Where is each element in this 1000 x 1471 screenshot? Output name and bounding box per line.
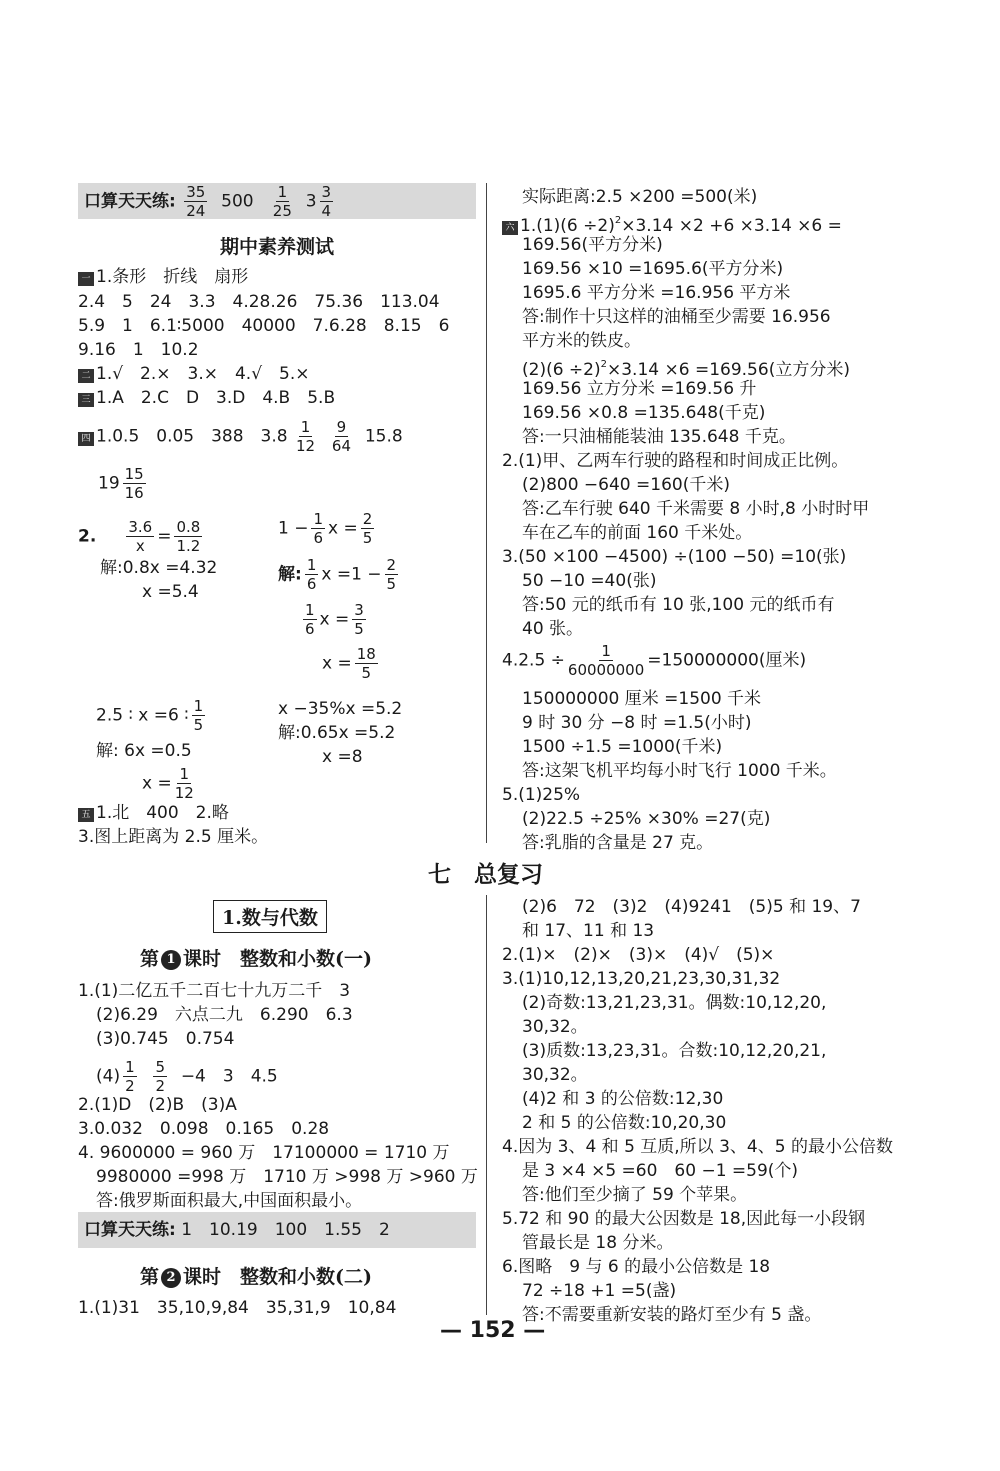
answer-line: 1.(1)二亿五千二百七十九万二千 3 — [78, 981, 351, 1001]
answer-line: 2.(1)× (2)× (3)× (4)√ (5)× — [502, 945, 775, 965]
answer-line: (2)6 72 (3)2 (4)9241 (5)5 和 19、7 — [522, 897, 861, 917]
answer-line: 19 $\frac{15}{16}$ — [98, 465, 144, 502]
answer-line: 二 1.√ 2.× 3.× 4.√ 5.× — [78, 363, 310, 385]
equation-step: x =8 — [322, 747, 363, 767]
answer-line: 3.(1)10,12,13,20,21,23,30,31,32 — [502, 969, 781, 989]
answer-line: 1695.6 平方分米 =16.956 平方米 — [522, 283, 791, 303]
section-tag: 四 — [78, 432, 94, 446]
section-title: 期中素养测试 — [220, 236, 335, 258]
fraction: $\frac{9}{64}$ — [331, 418, 351, 455]
section-tag: 二 — [78, 369, 94, 383]
answer-line: 实际距离:2.5 ×200 =500(米) — [522, 187, 758, 207]
equation-step: 解: 6x =0.5 — [96, 741, 192, 761]
answer-line: 4.因为 3、4 和 5 互质,所以 3、4、5 的最小公倍数 — [502, 1137, 893, 1157]
answer-line: 6.图略 9 与 6 的最小公倍数是 18 — [502, 1257, 771, 1277]
answer-line: 9.16 1 10.2 — [78, 340, 199, 360]
section-tag: 三 — [78, 393, 94, 407]
section-tag: 一 — [78, 272, 94, 286]
answer-line: 3.(50 ×100 −4500) ÷(100 −50) =10(张) — [502, 547, 847, 567]
lesson-number: 1 — [161, 950, 181, 970]
fraction: $\frac{1}{12}$ — [296, 418, 316, 455]
answer-line: 30,32。 — [522, 1065, 588, 1085]
answer-line: $(2)(6 \div 2)^2\times 3.14 \times 6 =169.56$(立方分米) — [522, 359, 850, 380]
fraction: $\frac{0.8}{1.2}$ — [176, 518, 201, 555]
answer-line: 答:一只油桶能装油 135.648 千克。 — [522, 427, 796, 447]
section-tag: 六 — [502, 221, 518, 235]
answer-line: (2)奇数:13,21,23,31。偶数:10,12,20, — [522, 993, 827, 1013]
equation-step: x = $\frac{18}{5}$ — [322, 645, 376, 682]
answer-line: 3.0.032 0.098 0.165 0.28 — [78, 1119, 330, 1139]
mental-math-bar — [78, 183, 476, 219]
answer-line: 车在乙车的前面 160 千米处。 — [522, 523, 753, 543]
equation: 2. $\frac{3.6}{x}$ = $\frac{0.8}{1.2}$ — [78, 518, 201, 555]
lesson-number: 2 — [161, 1268, 181, 1288]
fraction: $\frac{35}{24}$ — [186, 183, 206, 220]
answer-line: 169.56 立方分米 =169.56 升 — [522, 379, 757, 399]
answer-line: 答:制作十只这样的油桶至少需要 16.956 — [522, 307, 831, 327]
lesson-heading: 第 2 课时 整数和小数(二) — [140, 1266, 372, 1288]
mental-math-bar: 口算天天练: 1 10.19 100 1.55 2 — [78, 1212, 476, 1248]
equation: 2.5 ∶ x =6 ∶ $\frac{1}{5}$ — [96, 697, 204, 734]
answer-line: 2.(1)甲、乙两车行驶的路程和时间成正比例。 — [502, 451, 849, 471]
equation: 1 − $\frac{1}{6}$ x = $\frac{2}{5}$ — [278, 510, 373, 547]
column-divider — [486, 183, 487, 843]
fraction: $\frac{15}{16}$ — [124, 465, 144, 502]
fraction: $\frac{1}{60000000}$ — [567, 642, 645, 679]
answer-line: 40 张。 — [522, 619, 584, 639]
topic-box: 1.数与代数 — [213, 900, 327, 933]
answer-line: 9 时 30 分 −8 时 =1.5(小时) — [522, 713, 752, 733]
column-divider — [486, 895, 487, 1315]
answer-line: 五 1.北 400 2.略 — [78, 802, 229, 824]
answer-line: 5.9 1 6.1∶5000 40000 7.6.28 8.15 6 — [78, 316, 450, 336]
answer-line: (2)22.5 ÷25% ×30% =27(克) — [522, 809, 771, 829]
answer-line: 答:乙车行驶 640 千米需要 8 小时,8 小时时甲 — [522, 499, 870, 519]
fraction: $\frac{1}{6}$ — [305, 601, 315, 638]
answer-line: 答:不需要重新安装的路灯至少有 5 盏。 — [522, 1305, 822, 1325]
fraction: $\frac{5}{2}$ — [155, 1058, 165, 1095]
calc-value: 3 — [305, 191, 317, 212]
answer-line: 3.图上距离为 2.5 厘米。 — [78, 827, 269, 847]
equation-step: x = $\frac{1}{12}$ — [142, 765, 194, 802]
answer-line: (2)800 −640 =160(千米) — [522, 475, 730, 495]
answer-line: 答:俄罗斯面积最大,中国面积最小。 — [96, 1191, 363, 1211]
fraction: $\frac{2}{5}$ — [362, 510, 373, 547]
fraction: $\frac{1}{2}$ — [125, 1058, 135, 1095]
answer-line: (2)6.29 六点二九 6.290 6.3 — [96, 1005, 353, 1025]
answer-line: 30,32。 — [522, 1017, 588, 1037]
answer-line: 答:这架飞机平均每小时飞行 1000 千米。 — [522, 761, 837, 781]
answer-line: 4.2.5 ÷ $\frac{1}{60000000}$ =150000000(厘米) — [502, 642, 807, 679]
calc-value: 500 — [221, 191, 254, 212]
answer-line: 1.(1)31 35,10,9,84 35,31,9 10,84 — [78, 1298, 397, 1318]
answer-line: (4) $\frac{1}{2}$ $\frac{5}{2}$ −4 3 4.5 — [96, 1058, 278, 1095]
answer-line: (3)质数:13,23,31。合数:10,12,20,21, — [522, 1041, 827, 1061]
answer-line: 169.56 ×0.8 =135.648(千克) — [522, 403, 766, 423]
answer-line: 9980000 =998 万 1710 万 >998 万 >960 万 — [96, 1167, 478, 1187]
answer-line: 三 1.A 2.C D 3.D 4.B 5.B — [78, 387, 335, 409]
answer-line: 和 17、11 和 13 — [522, 921, 655, 941]
answer-line: 平方米的铁皮。 — [522, 331, 641, 351]
equation-step: x =5.4 — [142, 582, 199, 602]
fraction: $\frac{1}{6}$ — [306, 556, 317, 593]
answer-line: 答:他们至少摘了 59 个苹果。 — [522, 1185, 748, 1205]
fraction: $\frac{2}{5}$ — [386, 556, 397, 593]
answer-line: 72 ÷18 +1 =5(盏) — [522, 1281, 677, 1301]
fraction: $\frac{3.6}{x}$ — [128, 518, 153, 555]
fraction: $\frac{18}{5}$ — [356, 645, 376, 682]
fraction: $\frac{1}{5}$ — [193, 697, 204, 734]
answer-line: 1500 ÷1.5 =1000(千米) — [522, 737, 723, 757]
fraction: $\frac{1}{25}$ — [272, 183, 292, 220]
equation: x −35%x =5.2 — [278, 699, 403, 719]
answer-line: 答:乳脂的含量是 27 克。 — [522, 833, 714, 853]
answer-line: 169.56 ×10 =1695.6(平方分米) — [522, 259, 784, 279]
answer-line: 管最长是 18 分米。 — [522, 1233, 674, 1253]
answer-line: 答:50 元的纸币有 10 张,100 元的纸币有 — [522, 595, 835, 615]
equation-step: 解: $\frac{1}{6}$ x =1 − $\frac{2}{5}$ — [278, 556, 397, 593]
fraction: $\frac{1}{12}$ — [174, 765, 194, 802]
lesson-heading: 第 1 课时 整数和小数(一) — [140, 948, 372, 970]
equation-step: $\frac{1}{6}$ x = $\frac{3}{5}$ — [305, 601, 364, 638]
fraction: $\frac{3}{5}$ — [354, 601, 364, 638]
answer-line: 4. 9600000 = 960 万 17100000 = 1710 万 — [78, 1143, 450, 1163]
answer-line: (4)2 和 3 的公倍数:12,30 — [522, 1089, 724, 1109]
calc-label: 口算天天练: — [84, 191, 176, 212]
answer-line: 2.4 5 24 3.3 4.28.26 75.36 113.04 — [78, 292, 440, 312]
answer-line: 是 3 ×4 ×5 =60 60 −1 =59(个) — [522, 1161, 799, 1181]
equation-step: 解:0.8x =4.32 — [100, 558, 218, 578]
page-number: — 152 — — [440, 1318, 546, 1343]
answer-line: 六 $1.(1)(6 \div 2)^2\times 3.14 \times 2 +6 \times 3.14 \times 6$ = — [502, 210, 842, 237]
fraction: $\frac{1}{6}$ — [313, 510, 324, 547]
answer-line: 169.56(平方分米) — [522, 235, 663, 255]
equation-step: 解:0.65x =5.2 — [278, 723, 396, 743]
answer-line: 四 1.0.5 0.05 388 3.8 $\frac{1}{12}$ $\frac{9}{64}$ 15.8 — [78, 418, 403, 455]
answer-line: 2 和 5 的公倍数:10,20,30 — [522, 1113, 727, 1133]
answer-line: 5.(1)25% — [502, 785, 581, 805]
section-tag: 五 — [78, 808, 94, 822]
answer-line: 150000000 厘米 =1500 千米 — [522, 689, 762, 709]
answer-line: (3)0.745 0.754 — [96, 1029, 235, 1049]
fraction: $\frac{3}{4}$ — [321, 183, 332, 220]
answer-line: 5.72 和 90 的最大公因数是 18,因此每一小段钢 — [502, 1209, 866, 1229]
answer-line: 50 −10 =40(张) — [522, 571, 657, 591]
answer-line: 2.(1)D (2)B (3)A — [78, 1095, 237, 1115]
answer-line: 一 1.条形 折线 扇形 — [78, 266, 248, 288]
chapter-heading: 七 总复习 — [428, 861, 543, 888]
